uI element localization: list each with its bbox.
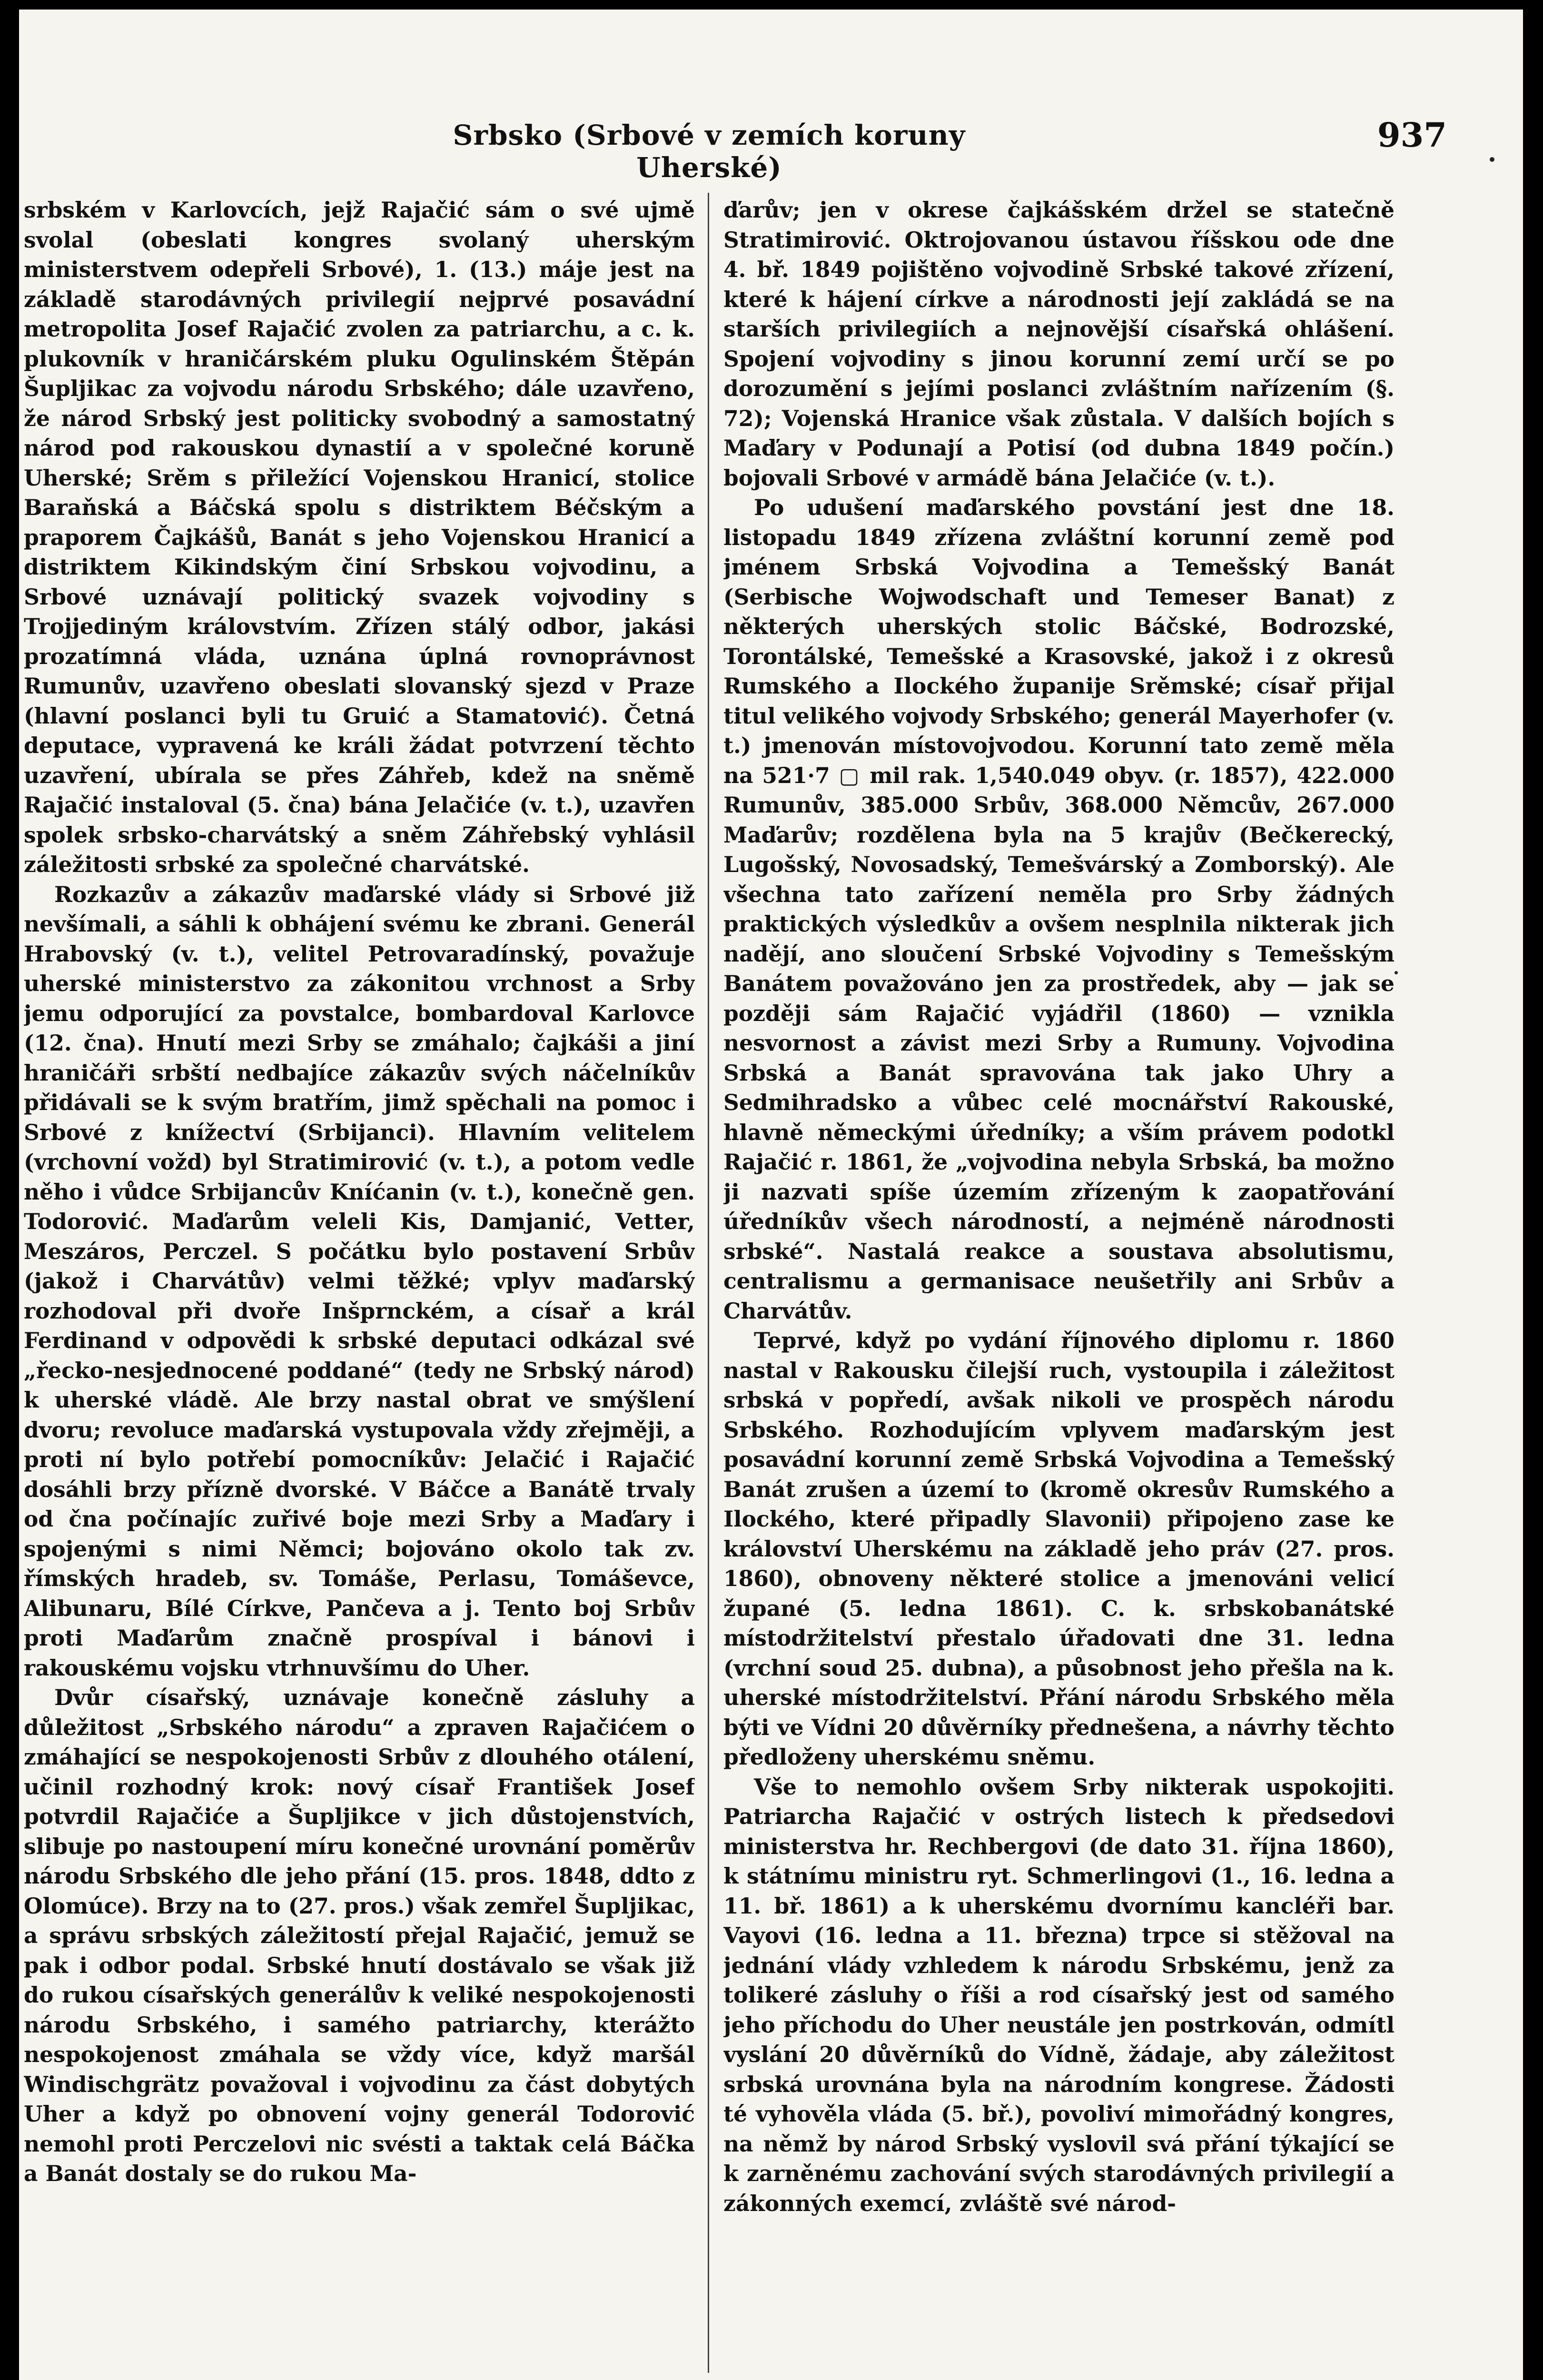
paragraph: Dvůr císařský, uznávaje konečně zásluhy a důležitost „Srbského národu“ a zpraven Rajačićem o zmáhající se nespokojenosti Srbův z dlouhého otálení, učinil rozhodný krok: nový císař František Josef potvrdil Rajačiće a Šupljikce v jich důstojenstvích, slibuje po nastoupení míru konečné urovnání poměrův národu Srbského dle jeho přání (15. pros. 1848, ddto z Olomúce). Brzy na to (27. pros.) však zemřel Šupljikac, a správu srbských záležitostí přejal Rajačić, jemuž se pak i odbor podal. Srbské hnutí dostávalo se však již do rukou císařských generálův k veliké nespokojenosti národu Srbského, i samého patriarchy, kterážto nespokojenost zmáhala se vždy více, když maršál Windischgrätz považoval i vojvodinu za část dobytých Uher a když po obnovení vojny generál Todorović nemohl proti Perczelovi nic svésti a taktak celá Báčka a Banát dostaly se do rukou Ma- xyxy=(24,1685,695,2186)
print-speck xyxy=(1395,971,1398,974)
column-divider xyxy=(708,193,709,2373)
book-page xyxy=(19,10,1523,2380)
paragraph: Po udušení maďarského povstání jest dne 18. listopadu 1849 zřízena zvláštní korunní země pod jménem Srbská Vojvodina a Temešský Banát (Serbische Wojwodschaft und Temeser Banat) z některých uherských stolic Báčské, Bodrozské, Torontálské, Temešské a Krasovské, jakož i z okresů Rumského a Ilockého županije Srěmské; císař přijal titul velikého vojvody Srbského; generál Mayerhofer (v. t.) jmenován místovojvodou. Korunní tato země měla na 521·7 ▢ mil rak. 1,540.049 obyv. (r. 1857), 422.000 Rumunův, 385.000 Srbův, 368.000 Němcův, 267.000 Maďarův; rozdělena byla na 5 krajův (Bečkerecký, Lugošský, Novosadský, Temešvárský a Zomborský). Ale všechna tato zařízení neměla pro Srby žádných praktických výsledkův a ovšem nesplnila nikterak jich nadějí, ano sloučení Srbské Vojvodiny s Temešským Banátem považováno jen za prostředek, aby — jak se později sám Rajačić vyjádřil (1860) — vznikla nesvornost a závist mezi Srby a Rumuny. Vojvodina Srbská a Banát spravována tak jako Uhry a Sedmihradsko a vůbec celé mocnářství Rakouské, hlavně německými úředníky; a vším právem podotkl Rajačić r. 1861, že „vojvodina nebyla Srbská, ba možno ji nazvati spíše územím zřízeným k zaopatřování úředníkův všech národností, a nejméně národnosti srbské“. Nastalá reakce a soustava absolutismu, centralismu a germanisace neušetřily ani Srbův a Charvátův. xyxy=(723,495,1395,1324)
running-head xyxy=(19,115,1523,184)
paragraph: srbském v Karlovcích, jejž Rajačić sám o své ujmě svolal (obeslati kongres svolaný uherským ministerstvem odepřeli Srbové), 1. (13.) máje jest na základě starodávných privilegií nejprvé posavádní metropolita Josef Rajačić zvolen za patriarchu, a c. k. plukovník v hraničárském pluku Ogulinském Štěpán Šupljikac za vojvodu národu Srbského; dále uzavřeno, že národ Srbský jest politicky svobodný a samostatný národ pod rakouskou dynastií a v společné koruně Uherské; Srěm s přiležící Vojenskou Hranicí, stolice Baraňská a Báčská spolu s distriktem Béčským a praporem Čajkášů, Banát s jeho Vojenskou Hranicí a distriktem Kikindským činí Srbskou vojvodinu, a Srbové uznávají politický svazek vojvodiny s Trojjediným královstvím. Zřízen stálý odbor, jakási prozatímná vláda, uznána úplná rovnoprávnost Rumunův, uzavřeno obeslati slovanský sjezd v Praze (hlavní poslanci byli tu Gruić a Stamatović). Četná deputace, vypravená ke králi žádat potvrzení těchto uzavření, ubírala se přes Záhřeb, kdež na sněmě Rajačić instaloval (5. čna) bána Jelačiće (v. t.), uzavřen spolek srbsko-charvátský a sněm Záhřebský vyhlásil záležitosti srbské za společné charvátské. xyxy=(24,197,695,877)
left-column xyxy=(24,195,695,2361)
print-speck xyxy=(1490,157,1494,162)
paragraph: Vše to nemohlo ovšem Srby nikterak uspokojiti. Patriarcha Rajačić v ostrých listech k předsedovi ministerstva hr. Rechbergovi (de dato 31. října 1860), k státnímu ministru ryt. Schmerlingovi (1., 16. ledna a 11. bř. 1861) a k uherskému dvornímu kancléři bar. Vayovi (16. ledna a 11. března) trpce si stěžoval na jednání vlády vzhledem k národu Srbskému, jenž za tolikeré zásluhy o říši a rod císařský jest od samého jeho příchodu do Uher neustále jen postrkován, odmítl vyslání 20 důvěrníků do Vídně, žádaje, aby záležitost srbská urovnána byla na národním kongrese. Žádosti té vyhověla vláda (5. bř.), povoliví mimořádný kongres, na němž by národ Srbský vyslovil svá přání týkající se k zarněnému zachování svých starodávných privilegií a zákonných exemcí, zvláště své národ- xyxy=(723,1774,1395,2216)
paragraph: Teprvé, když po vydání říjnového diplomu r. 1860 nastal v Rakousku čilejší ruch, vystoupila i záležitost srbská v popředí, avšak nikoli ve prospěch národu Srbského. Rozhodujícím vplyvem maďarským jest posavádní korunní země Srbská Vojvodina a Temešský Banát zrušen a území to (kromě okresův Rumského a Ilockého, které připadly Slavonii) připojeno zase ke království Uherskému na základě jeho práv (27. pros. 1860), obnoveny některé stolice a jmenováni velicí župané (5. ledna 1861). C. k. srbskobanátské místodržitelství přestalo úřadovati dne 31. ledna (vrchní soud 25. dubna), a působnost jeho přešla na k. uherské místodržitelství. Přání národu Srbského měla býti ve Vídni 20 důvěrníky přednešena, a návrhy těchto předloženy uherskému sněmu. xyxy=(723,1328,1395,1770)
right-column xyxy=(723,195,1395,2361)
running-title: Srbsko (Srbové v zemích koruny Uherské) xyxy=(453,119,966,184)
paragraph: Rozkazův a zákazův maďarské vlády si Srbové již nevšímali, a sáhli k obhájení svému ke zbrani. Generál Hrabovský (v. t.), velitel Petrovaradínský, považuje uherské ministerstvo za zákonitou vrchnost a Srby jemu odporující za povstalce, bombardoval Karlovce (12. čna). Hnutí mezi Srby se zmáhalo; čajkáši a jiní hraničáři srbští nedbajíce zákazův svých náčelníkův přidávali se k svým bratřím, jimž spěchali na pomoc i Srbové z knížectví (Srbijanci). Hlavním velitelem (vrchovní vožd) byl Stratimirović (v. t.), a potom vedle něho i vůdce Srbijancův Kníćanin (v. t.), konečně gen. Todorović. Maďarům veleli Kis, Damjanić, Vetter, Meszáros, Perczel. S počátku bylo postavení Srbův (jakož i Charvátův) velmi těžké; vplyv maďarský rozhodoval při dvoře Inšprnckém, a císař a král Ferdinand v odpovědi k srbské deputaci odkázal své „řecko-nesjednocené poddané“ (tedy ne Srbský národ) k uherské vládě. Ale brzy nastal obrat ve smýšlení dvoru; revoluce maďarská vystupovala vždy zřejměji, a proti ní bylo potřebí pomocníkův: Jelačić i Rajačić dosáhli brzy přízně dvorské. V Báčce a Banátě trvaly od čna počínajíc zuřivé boje mezi Srby a Maďary i spojenými s nimi Němci; bojováno okolo tak zv. římských hradeb, sv. Tomáše, Perlasu, Tomáševce, Alibunaru, Bílé Církve, Pančeva a j. Tento boj Srbův proti Maďarům značně prospíval i bánovi i rakouskému vojsku vtrhnuvšímu do Uher. xyxy=(24,881,695,1681)
page-number: 937 xyxy=(1377,115,1447,155)
paragraph: ďarův; jen v okrese čajkášském držel se statečně Stratimirović. Oktrojovanou ústavou říšskou ode dne 4. bř. 1849 pojištěno vojvodině Srbské takové zřízení, které k hájení církve a národnosti její zakládá se na starších privilegiích a nejnovější císařská ohlášení. Spojení vojvodiny s jinou korunní zemí určí se po dorozumění s jejími poslanci zvláštním nařízením (§. 72); Vojenská Hranice však zůstala. V dalších bojích s Maďary v Podunají a Potisí (od dubna 1849 počín.) bojovali Srbové v armádě bána Jelačiće (v. t.). xyxy=(723,197,1395,491)
